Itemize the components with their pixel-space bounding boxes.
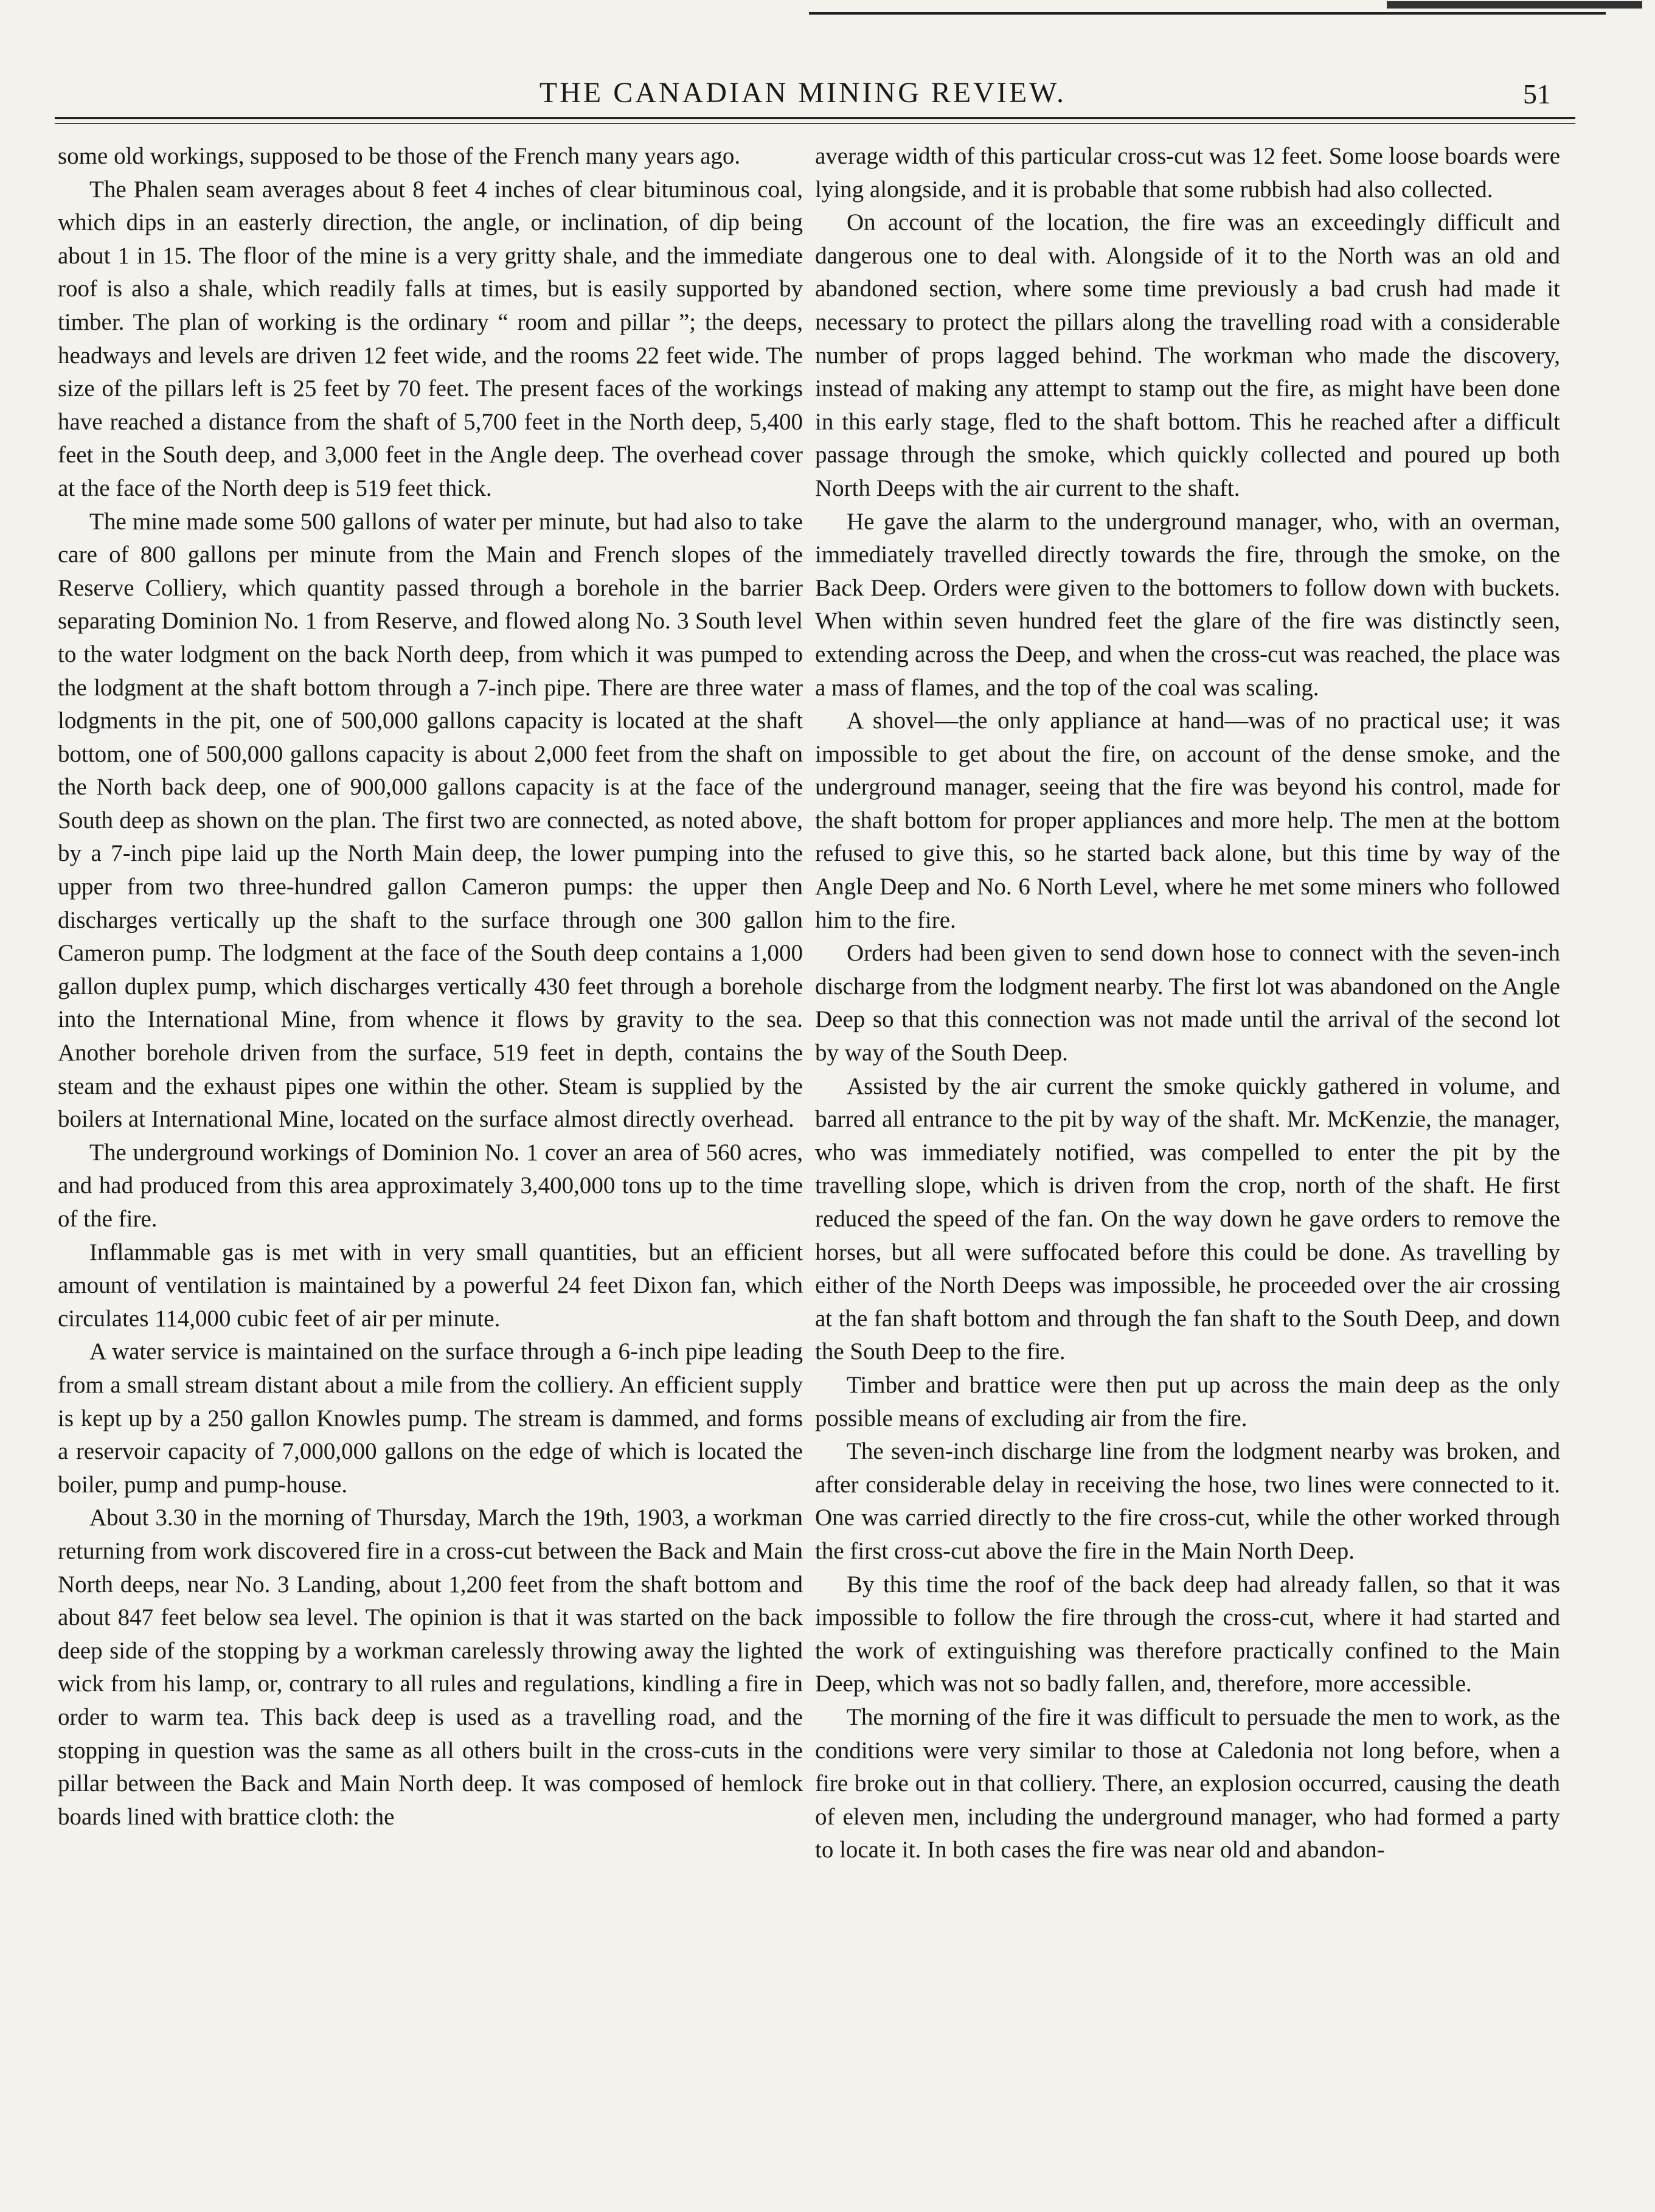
top-edge-thin-rule — [809, 12, 1606, 15]
paragraph: Assisted by the air current the smoke quickly gathered in volume, and barred all entrance to the pit by way of the shaft. Mr. McKenzie, the manager, who was immediately notified, was compelled to enter the pit by the travelling slope, which is driven from the crop, north of the shaft. He first reduced the speed of the fan. On the way down he gave orders to remove the horses, but all were suffocated before this could be done. As travelling by either of the North Deeps was impossible, he proceeded over the air crossing at the fan shaft bottom and through the fan shaft to the South Deep, and down the South Deep to the fire. — [815, 1073, 1560, 1365]
paragraph: Timber and brattice were then put up across the main deep as the only possible means of excluding air from the fire. — [815, 1371, 1560, 1431]
paragraph: Orders had been given to send down hose to connect with the seven-inch discharge from the lodgment nearby. The first lot was abandoned on the Angle Deep so that this connection was not made until the arrival of the second lot by way of the South Deep. — [815, 940, 1560, 1066]
paragraph: average width of this particular cross-cut was 12 feet. Some loose boards were lying alongside, and it is probable that some rubbish had also collected. — [815, 143, 1560, 203]
paragraph: The underground workings of Dominion No. 1 cover an area of 560 acres, and had produced from this area approximately 3,400,000 tons up to the time of the fire. — [58, 1139, 803, 1232]
paragraph: The Phalen seam averages about 8 feet 4 inches of clear bituminous coal, which dips in an easterly direction, the angle, or inclination, of dip being about 1 in 15. The floor of the mine is a very gritty shale, and the immediate roof is also a shale, which readily falls at times, but is easily supported by timber. The plan of working is the ordinary “ room and pillar ”; the deeps, headways and levels are driven 12 feet wide, and the rooms 22 feet wide. The size of the pillars left is 25 feet by 70 feet. The present faces of the workings have reached a distance from the shaft of 5,700 feet in the North deep, 5,400 feet in the South deep, and 3,000 feet in the Angle deep. The overhead cover at the face of the North deep is 519 feet thick. — [58, 176, 803, 501]
top-edge-rule — [1387, 1, 1642, 9]
page-header — [55, 67, 1551, 116]
header-rule — [55, 117, 1575, 119]
paragraph: He gave the alarm to the underground manager, who, with an overman, immediately travelled directly towards the fire, through the smoke, on the Back Deep. Orders were given to the bottomers to follow down with buckets. When within seven hundred feet the glare of the fire was distinctly seen, extending across the Deep, and when the cross-cut was reached, the place was a mass of flames, and the top of the coal was scaling. — [815, 508, 1560, 701]
running-title: THE CANADIAN MINING REVIEW. — [539, 77, 1067, 109]
paragraph: By this time the roof of the back deep had already fallen, so that it was impossible to follow the fire through the cross-cut, where it had started and the work of extinguishing was therefore practically confined to the Main Deep, which was not so badly fallen, and, therefore, more accessible. — [815, 1571, 1560, 1697]
paragraph: The mine made some 500 gallons of water per minute, but had also to take care of 800 gallons per minute from the Main and French slopes of the Reserve Colliery, which quantity passed through a borehole in the barrier separating Dominion No. 1 from Reserve, and flowed along No. 3 South level to the water lodgment on the back North deep, from which it was pumped to the lodgment at the shaft bottom through a 7-inch pipe. There are three water lodgments in the pit, one of 500,000 gallons capacity is located at the shaft bottom, one of 500,000 gallons capacity is about 2,000 feet from the shaft on the North back deep, one of 900,000 gallons capacity is at the face of the South deep as shown on the plan. The first two are connected, as noted above, by a 7-inch pipe laid up the North Main deep, the lower pumping into the upper from two three-hundred gallon Cameron pumps: the upper then discharges vertically up the shaft to the surface through one 300 gallon Cameron pump. The lodgment at the face of the South deep contains a 1,000 gallon duplex pump, which discharges vertically 430 feet through a borehole into the International Mine, from whence it flows by gravity to the sea. Another borehole driven from the surface, 519 feet in depth, contains the steam and the exhaust pipes one within the other. Steam is supplied by the boilers at International Mine, located on the surface almost directly overhead. — [58, 508, 803, 1133]
paragraph: some old workings, supposed to be those of the French many years ago. — [58, 143, 741, 169]
paragraph: On account of the location, the fire was an exceedingly difficult and dangerous one to deal with. Alongside of it to the North was an old and abandoned section, where some time previously a bad crush had made it necessary to protect the pillars along the travelling road with a considerable number of props lagged behind. The workman who made the discovery, instead of making any attempt to stamp out the fire, as might have been done in this early stage, fled to the shaft bottom. This he reached after a difficult passage through the smoke, which quickly collected and poured up both North Deeps with the air current to the shaft. — [815, 209, 1560, 501]
paragraph: The seven-inch discharge line from the lodgment nearby was broken, and after considerable delay in receiving the hose, two lines were connected to it. One was carried directly to the fire cross-cut, while the other worked through the first cross-cut above the fire in the Main North Deep. — [815, 1438, 1560, 1564]
left-column — [58, 140, 803, 1834]
paragraph: A shovel—the only appliance at hand—was of no practical use; it was impossible to get about the fire, on account of the dense smoke, and the underground manager, seeing that the fire was beyond his control, made for the shaft bottom for proper appliances and more help. The men at the bottom refused to give this, so he started back alone, but this time by way of the Angle Deep and No. 6 North Level, where he met some miners who followed him to the fire. — [815, 708, 1560, 933]
page-number: 51 — [1523, 78, 1551, 110]
paragraph: The morning of the fire it was difficult to persuade the men to work, as the conditions were very similar to those at Caledonia not long before, when a fire broke out in that colliery. There, an explosion occurred, causing the death of eleven men, including the underground manager, who had formed a party to locate it. In both cases the fire was near old and abandon- — [815, 1703, 1560, 1863]
paragraph: About 3.30 in the morning of Thursday, March the 19th, 1903, a workman returning from work discovered fire in a cross-cut between the Back and Main North deeps, near No. 3 Landing, about 1,200 feet from the shaft bottom and about 847 feet below sea level. The opinion is that it was started on the back deep side of the stopping by a workman carelessly throwing away the lighted wick from his lamp, or, contrary to all rules and regulations, kindling a fire in order to warm tea. This back deep is used as a travelling road, and the stopping in question was the same as all others built in the cross-cuts in the pillar between the Back and Main North deep. It was composed of hemlock boards lined with brattice cloth: the — [58, 1504, 803, 1830]
right-column — [815, 140, 1560, 1867]
paragraph: Inflammable gas is met with in very small quantities, but an efficient amount of ventilation is maintained by a powerful 24 feet Dixon fan, which circulates 114,000 cubic feet of air per minute. — [58, 1239, 803, 1332]
paragraph: A water service is maintained on the surface through a 6-inch pipe leading from a small stream distant about a mile from the colliery. An efficient supply is kept up by a 250 gallon Knowles pump. The stream is dammed, and forms a reservoir capacity of 7,000,000 gallons on the edge of which is located the boiler, pump and pump-house. — [58, 1338, 803, 1498]
header-rule-secondary — [55, 123, 1575, 124]
